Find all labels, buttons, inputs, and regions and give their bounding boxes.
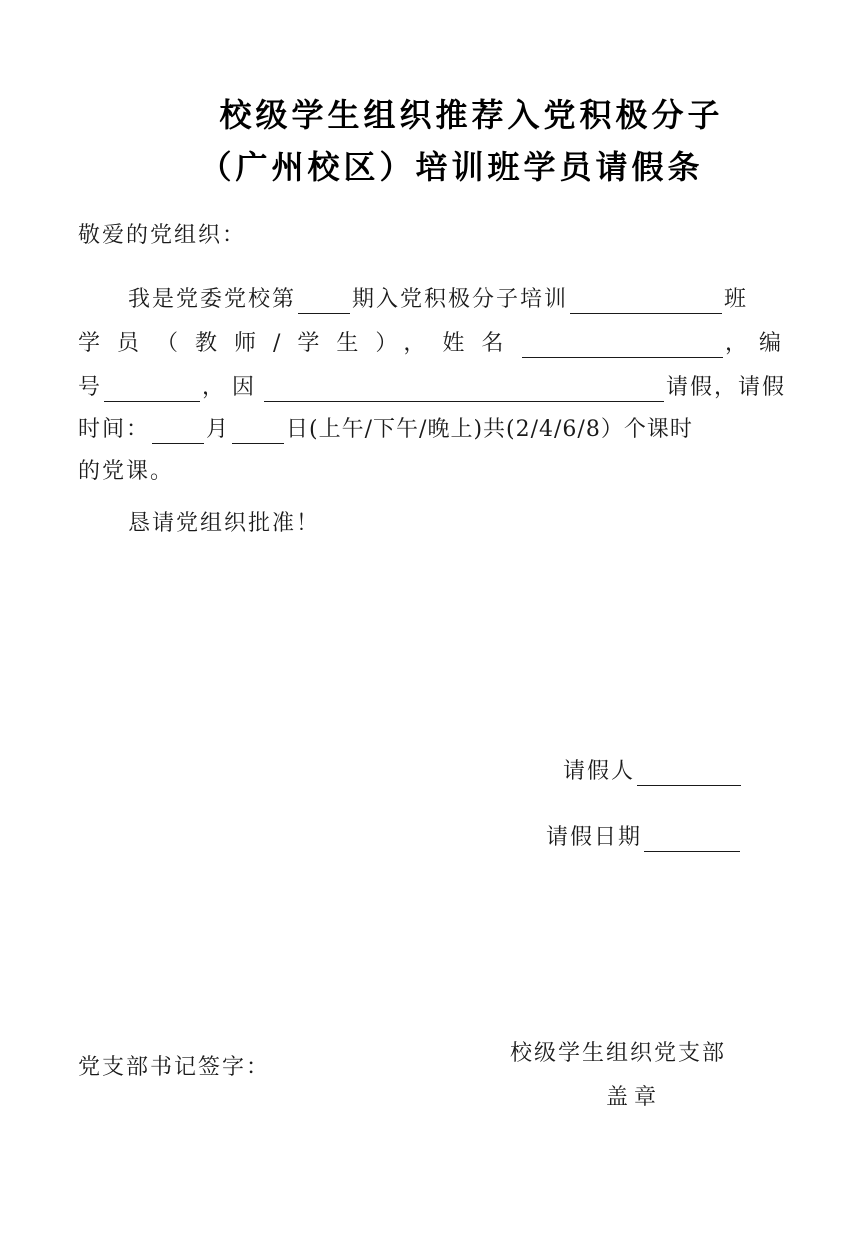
body-text-class-end: 的党课。 [78, 459, 175, 484]
org-name: 校级学生组织党支部 [510, 1041, 727, 1066]
body-text-time: 时间： [78, 417, 151, 442]
seal-row [606, 1084, 662, 1112]
month-field[interactable] [152, 421, 204, 444]
body-line-4 [78, 416, 793, 444]
seal-label: 盖章 [606, 1085, 663, 1110]
date-row [546, 824, 742, 852]
body-line-5 [78, 458, 793, 486]
body-text-school: 我是党委党校第 [128, 287, 297, 312]
body-text-leave: 请假，请假 [666, 375, 787, 400]
session-number-field[interactable] [298, 291, 350, 314]
org-row [510, 1040, 726, 1068]
student-id-field[interactable] [104, 379, 200, 402]
leave-date-field[interactable] [644, 829, 740, 852]
body-text-reason: ，因 [202, 375, 263, 400]
body-text-month: 月 [206, 417, 231, 442]
day-field[interactable] [232, 421, 284, 444]
greeting-line [78, 222, 793, 250]
body-text-number: ，编 [724, 331, 793, 356]
applicant-signature-field[interactable] [637, 763, 741, 786]
body-line-1 [78, 286, 793, 314]
form-title-line-2: （广州校区）培训班学员请假条 [199, 148, 704, 186]
body-text-session: 日(上午/下午/晚上)共(2/4/6/8）个课时 [286, 417, 693, 442]
body-text-role-name: 学员（教师/学生），姓名 [78, 331, 521, 356]
body-text-id: 号 [78, 375, 103, 400]
date-label: 请假日期 [546, 825, 643, 850]
request-line [78, 510, 793, 538]
secretary-row [78, 1054, 270, 1082]
secretary-label: 党支部书记签字： [78, 1055, 271, 1080]
body-line-3 [78, 374, 793, 402]
body-line-2 [78, 330, 793, 358]
reason-field[interactable] [264, 379, 664, 402]
form-title-line-1: 校级学生组织推荐入党积极分子 [219, 96, 724, 134]
body-text-class: 班 [724, 287, 749, 312]
name-field[interactable] [522, 335, 723, 358]
applicant-label: 请假人 [563, 759, 636, 784]
body-text-training: 期入党积极分子培训 [352, 287, 569, 312]
greeting-text: 敬爱的党组织： [78, 223, 247, 248]
class-name-field[interactable] [570, 291, 722, 314]
request-text: 恳请党组织批准！ [128, 511, 321, 536]
applicant-row [563, 758, 743, 786]
